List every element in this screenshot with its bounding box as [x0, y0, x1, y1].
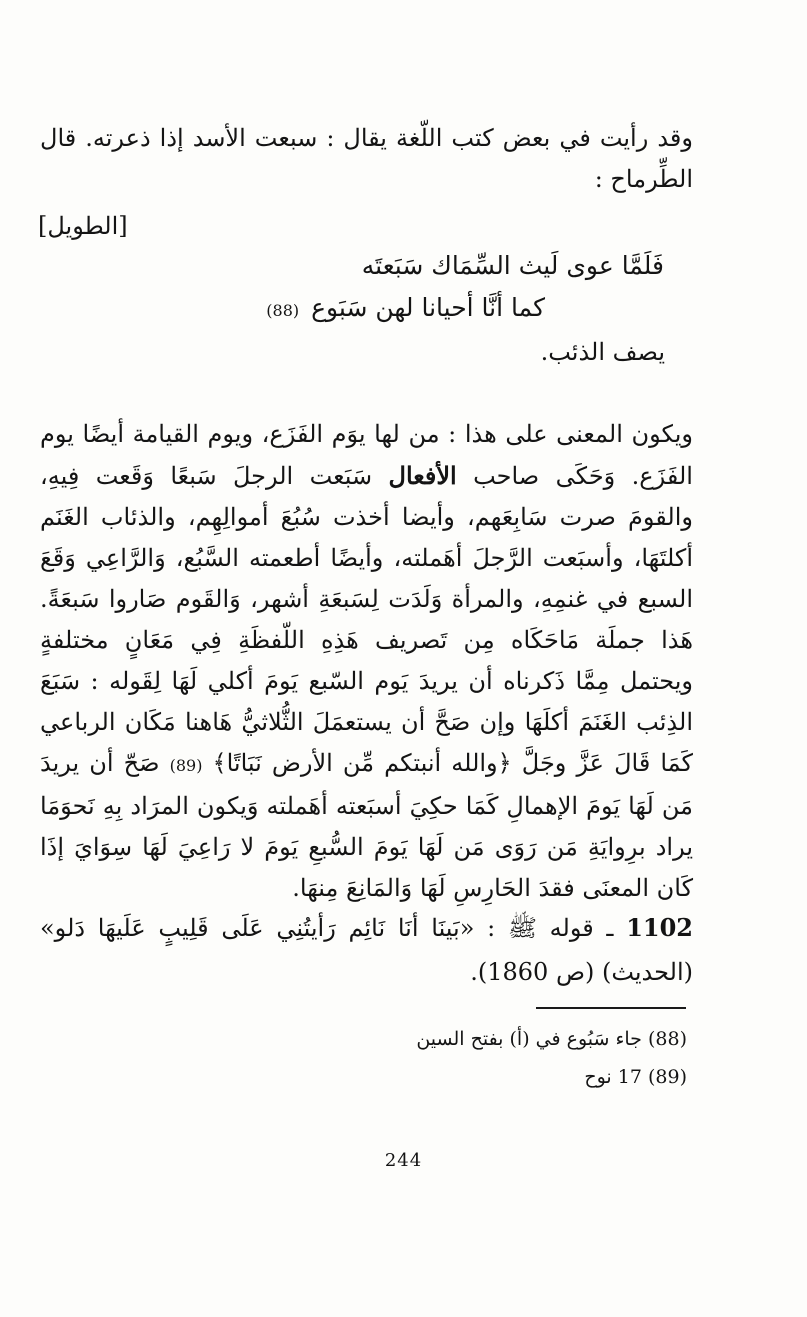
footnote-text: جاء سَبُوع في (أ) بفتح السين — [416, 1028, 642, 1050]
poem-line-2-text: كما أنَّا أحيانا لهن سَبَوع — [311, 293, 545, 322]
book-title-bold: الأفعال — [388, 461, 457, 490]
poem-meter: [الطويل] — [38, 212, 128, 240]
intro-text: وقد رأيت في بعض كتب اللّغة يقال : سبعت الأسد إذا ذعرته. قال الطِّرماح : — [40, 124, 693, 193]
footnote-ref-88: (88) — [266, 301, 300, 320]
main-text-part-3: صَحّ أن يريدَ مَن لَهَا يَومَ الإهمالِ كَمَا حكِيَ أسبَعته أهَملته وَيكون المرَاد بِهِ نَحوَمَا يراد برِوايَةِ مَن رَوَى مَن لَهَا يَومَ السُّبعِ يَومَ لا رَاعِيَ لَهَا سِوَايَ إذَا كَان المعنَى فقدَ الحَارِسِ لَهَا وَالمَانِعَ مِنهَا. — [40, 749, 693, 902]
hadith-text: ـ قوله ﷺ : «بَينَا أنَا نَائِم رَأيتُنِي عَلَى قَلِيبٍ عَلَيهَا دَلو» (الحديث) (ص 1860). — [40, 914, 693, 986]
poem-line-2 — [266, 288, 545, 331]
main-text-part-1: ويكون المعنى على هذا : من لها يوَم الفَزَع، ويوم القيامة أيضًا يوم الفَزَع. وَحَكَى صاحب — [40, 420, 693, 490]
poem-note: يصف الذئب. — [540, 338, 665, 366]
footnote-89 — [416, 1058, 687, 1096]
footnote-88 — [416, 1020, 687, 1058]
main-paragraph — [40, 414, 693, 909]
main-text — [40, 414, 693, 909]
hadith-number: 1102 — [626, 913, 693, 942]
poem-line-1: فَلَمَّا عوى لَيث السِّمَاك سَبَعتَه — [361, 251, 664, 280]
footnote-ref: (88) — [647, 1028, 687, 1050]
intro-paragraph — [40, 118, 693, 200]
footnote-ref: (89) — [647, 1066, 687, 1088]
footnote-text: 17 نوح — [584, 1066, 642, 1088]
footnote-divider — [536, 1007, 686, 1009]
page-number: 244 — [384, 1150, 423, 1171]
footnotes — [416, 1020, 687, 1096]
hadith-entry — [40, 906, 693, 994]
main-text-part-2: سَبَعت الرجلَ سَبعًا وَقَعت فِيهِ، والقومَ صرت سَابِعَهم، وأيضا أخذت سُبُعَ أموالِهِم، والذئاب الغَنَم أكلتَهَا، وأسبَعت الرَّجلَ أهَملته، وأيضًا أطعمته السَّبُع، وَالرَّاعِي وَقَعَ السبع في غنمِهِ، والمرأة وَلَدَت لِسَبعَةِ أشهر، وَالقَوم صَاروا سَبعَةً. هَذا جملَة مَاحَكَاه مِن تَصريف هَذِهِ اللّفظَةِ فِي مَعَانٍ مختلفةٍ ويحتمل مِمَّا ذَكرناه أن يريدَ يَوم السّبع يَومَ أكلي لَهَا لِقَوله : سَبَعَ الذِئب الغَنَمَ أكلَهَا وإن صَحَّ أن يستعمَلَ الثُّلاثيُّ هَاهنا مَكَان الرباعي كَمَا قَالَ عَزَّ وجَلَّ ﴿والله أنبتكم مِّن الأرض نَبَاتًا﴾ — [40, 462, 693, 777]
footnote-ref-89: (89) — [169, 756, 203, 775]
